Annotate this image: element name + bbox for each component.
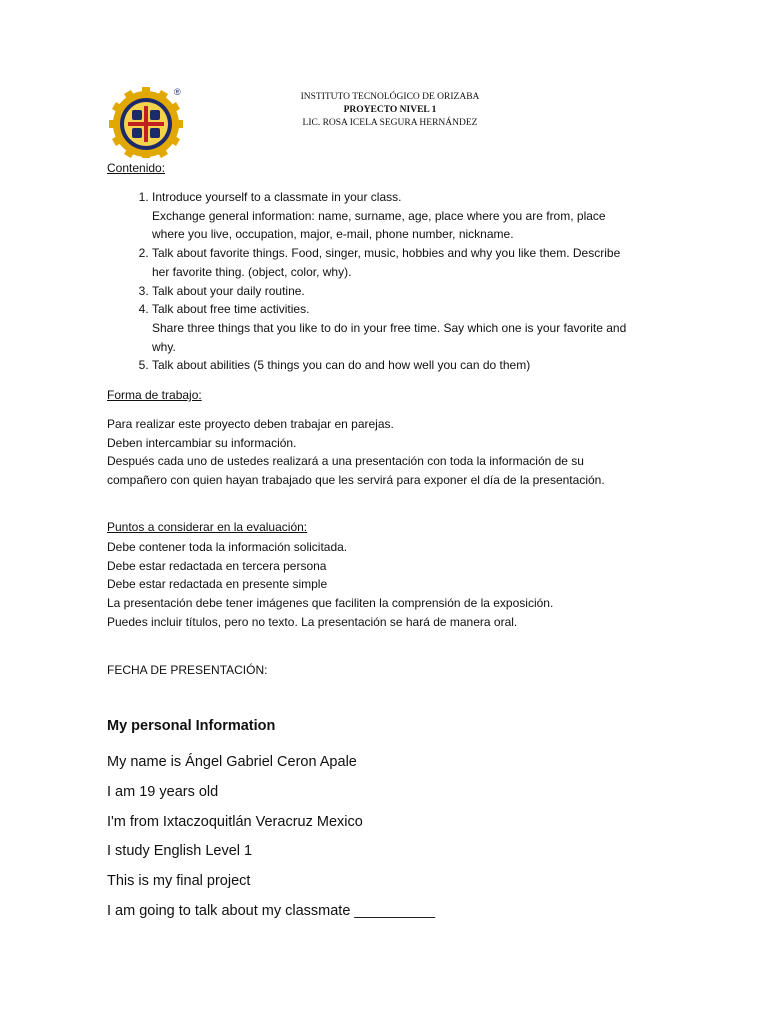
- teacher-name: LIC. ROSA ICELA SEGURA HERNÁNDEZ: [302, 118, 478, 128]
- list-item: 4. Talk about free time activities. Share three things that you like to do in your free time. Say which one is your favorite and why.: [152, 300, 722, 356]
- puntos-label: Puntos a considerar en la evaluación:: [107, 520, 308, 534]
- institution-name: INSTITUTO TECNOLÓGICO DE ORIZABA: [300, 92, 480, 102]
- institute-logo: [108, 86, 186, 158]
- personal-info-text: My name is Ángel Gabriel Ceron Apale I am 19 years old I'm from Ixtaczoquitlán Veracruz Mexico I study English Level 1 This is my final project I am going to talk about my classmate __________: [107, 754, 436, 919]
- list-item: 1. Introduce yourself to a classmate in your class. Exchange general information: name, surname, age, place where you are from, place where you live, occupation, major, e-mail, phone number, nickname.: [152, 188, 722, 244]
- list-item: 5. Talk about abilities (5 things you can do and how well you can do them): [152, 356, 722, 375]
- gear-seal-icon: [108, 86, 186, 158]
- project-title: PROYECTO NIVEL 1: [343, 105, 437, 115]
- list-item: 3. Talk about your daily routine.: [152, 282, 722, 301]
- list-item: 2. Talk about favorite things. Food, singer, music, hobbies and why you like them. Describe her favorite thing. (object, color, why).: [152, 244, 722, 281]
- puntos-text: Debe contener toda la información solicitada. Debe estar redactada en tercera persona Debe estar redactada en presente simple La presentación debe tener imágenes que faciliten la comprensión de la exposición. Puedes incluir títulos, pero no texto. La presentación se hará de manera oral.: [107, 540, 554, 629]
- personal-info-title: My personal Information: [107, 718, 276, 734]
- contenido-label: Contenido:: [107, 161, 166, 175]
- document-header: [260, 91, 520, 130]
- fecha-presentacion: FECHA DE PRESENTACIÓN:: [107, 663, 268, 677]
- forma-label: Forma de trabajo:: [107, 388, 202, 402]
- svg-text:®: ®: [174, 87, 181, 97]
- forma-text: Para realizar este proyecto deben trabajar en parejas. Deben intercambiar su información. Después cada uno de ustedes realizará a una presentación con toda la información de su compañero con quien hayan trabajado que les servirá para exponer el día de la presentación.: [107, 417, 605, 488]
- contenido-list: [107, 188, 722, 375]
